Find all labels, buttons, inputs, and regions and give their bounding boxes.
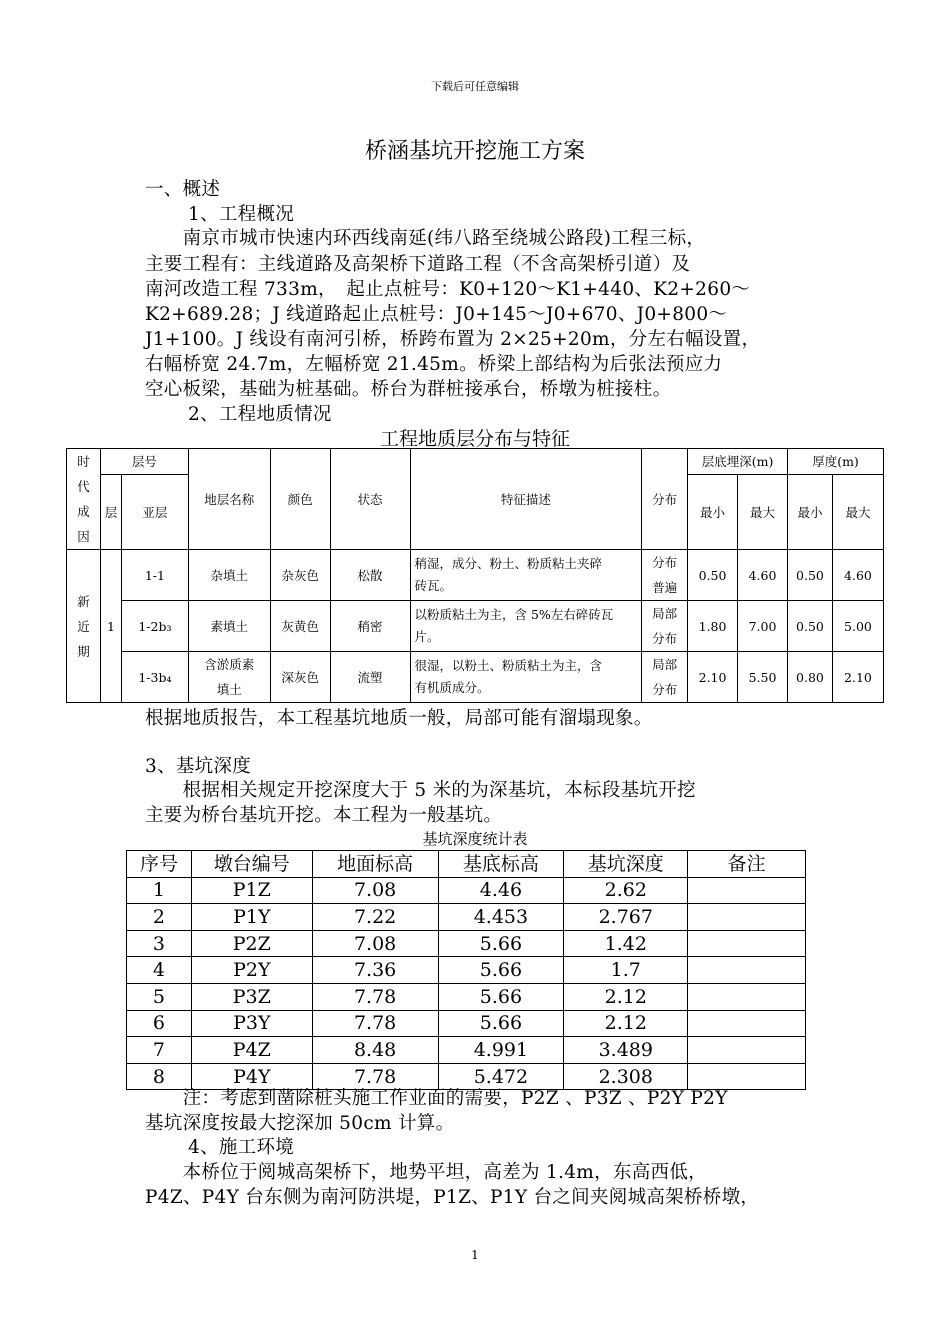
table-row bbox=[127, 983, 806, 1010]
header-thickness: 厚度(m) bbox=[787, 449, 883, 475]
depth-max-cell: 4.60 bbox=[738, 550, 788, 601]
depth-table-caption: 基坑深度统计表 bbox=[422, 830, 528, 848]
table-cell: 7 bbox=[127, 1037, 192, 1064]
table-cell: 2.12 bbox=[564, 1010, 688, 1037]
table-cell bbox=[688, 877, 806, 904]
layer-value: 1 bbox=[100, 550, 121, 703]
table-cell: 5 bbox=[127, 983, 192, 1010]
table-row bbox=[67, 601, 884, 652]
header-cell: 地面标高 bbox=[312, 851, 438, 878]
table-cell: 3 bbox=[127, 930, 192, 957]
section-heading: 一、概述 bbox=[145, 179, 221, 200]
header-distribution: 分布 bbox=[642, 449, 688, 550]
table-cell bbox=[688, 957, 806, 984]
table-cell: P3Z bbox=[191, 983, 312, 1010]
subsection-heading: 2、工程地质情况 bbox=[188, 404, 332, 425]
table-row bbox=[67, 550, 884, 601]
header-state: 状态 bbox=[330, 449, 410, 550]
table-cell: 1 bbox=[127, 877, 192, 904]
header-era: 时 代 成 因 bbox=[67, 449, 101, 550]
table-cell: 7.08 bbox=[312, 877, 438, 904]
color-cell: 杂灰色 bbox=[270, 550, 330, 601]
table-cell: P4Z bbox=[191, 1037, 312, 1064]
header-soil-name: 地层名称 bbox=[188, 449, 270, 550]
table-cell: 1.7 bbox=[564, 957, 688, 984]
paragraph-line: 南京市城市快速内环西线南延(纬八路至绕城公路段)工程三标， bbox=[145, 228, 706, 249]
header-cell: 基底标高 bbox=[438, 851, 564, 878]
soil-name-cell: 含淤质素 填土 bbox=[188, 652, 270, 703]
header-cell: 备注 bbox=[688, 851, 806, 878]
table-cell: 5.66 bbox=[438, 1010, 564, 1037]
header-cell: 序号 bbox=[127, 851, 192, 878]
table-cell: 5.66 bbox=[438, 930, 564, 957]
paragraph-line: 本桥位于阅城高架桥下，地势平坦，高差为 1.4m，东高西低， bbox=[145, 1162, 707, 1183]
table-cell: P1Y bbox=[191, 904, 312, 931]
header-note: 下载后可任意编辑 bbox=[431, 80, 519, 93]
era-value: 新 近 期 bbox=[67, 550, 101, 703]
paragraph-line: 主要工程有：主线道路及高架桥下道路工程（不含高架桥引道）及 bbox=[145, 254, 691, 275]
paragraph-line: 根据相关规定开挖深度大于 5 米的为深基坑，本标段基坑开挖 bbox=[145, 780, 696, 801]
geo-table-caption: 工程地质层分布与特征 bbox=[379, 428, 570, 450]
table-cell: 2.12 bbox=[564, 983, 688, 1010]
table-cell: 4.991 bbox=[438, 1037, 564, 1064]
feature-cell: 很湿，以粉土、粉质粘土为主，含 有机质成分。 bbox=[410, 652, 642, 703]
table-row bbox=[127, 957, 806, 984]
paragraph-line: J1+100。J 线设有南河引桥，桥跨布置为 2×25+20m，分左右幅设置， bbox=[145, 329, 761, 350]
table-row bbox=[127, 904, 806, 931]
thick-max-cell: 4.60 bbox=[832, 550, 883, 601]
distribution-cell: 局部 分布 bbox=[642, 652, 688, 703]
table-cell: 6 bbox=[127, 1010, 192, 1037]
table-cell bbox=[688, 930, 806, 957]
paragraph-line: 空心板梁，基础为桩基础。桥台为群桩接承台，桥墩为桩接柱。 bbox=[145, 379, 672, 400]
header-bottom-depth: 层底埋深(m) bbox=[688, 449, 788, 475]
table-cell: 4 bbox=[127, 957, 192, 984]
depth-min-cell: 2.10 bbox=[688, 652, 738, 703]
table-cell: 7.08 bbox=[312, 930, 438, 957]
header-thick-min: 最小 bbox=[787, 475, 832, 550]
table-cell bbox=[688, 1037, 806, 1064]
table-cell: P2Z bbox=[191, 930, 312, 957]
paragraph-line: 基坑深度按最大挖深加 50cm 计算。 bbox=[145, 1113, 455, 1134]
table-cell: 4.453 bbox=[438, 904, 564, 931]
table-cell bbox=[688, 1010, 806, 1037]
section-heading: 3、基坑深度 bbox=[145, 756, 252, 777]
subsection-heading: 1、工程概况 bbox=[188, 204, 295, 225]
feature-cell: 稍湿，成分、粉土、粉质粘土夹碎 砖瓦。 bbox=[410, 550, 642, 601]
soil-name-cell: 素填土 bbox=[188, 601, 270, 652]
header-thick-max: 最大 bbox=[832, 475, 883, 550]
paragraph-line: 南河改造工程 733m， 起止点桩号：K0+120～K1+440、K2+260～ bbox=[145, 279, 751, 300]
table-header-row bbox=[127, 851, 806, 878]
table-row bbox=[127, 930, 806, 957]
table-cell bbox=[688, 904, 806, 931]
table-row bbox=[67, 652, 884, 703]
thick-min-cell: 0.50 bbox=[787, 550, 832, 601]
table-cell: 4.46 bbox=[438, 877, 564, 904]
state-cell: 流塑 bbox=[330, 652, 410, 703]
header-cell: 墩台编号 bbox=[191, 851, 312, 878]
table-cell: 2.62 bbox=[564, 877, 688, 904]
thick-max-cell: 2.10 bbox=[832, 652, 883, 703]
table-cell: 7.22 bbox=[312, 904, 438, 931]
thick-min-cell: 0.50 bbox=[787, 601, 832, 652]
header-color: 颜色 bbox=[270, 449, 330, 550]
color-cell: 深灰色 bbox=[270, 652, 330, 703]
table-cell: 8.48 bbox=[312, 1037, 438, 1064]
page-number: 1 bbox=[471, 1248, 479, 1262]
soil-name-cell: 杂填土 bbox=[188, 550, 270, 601]
paragraph-line: 右幅桥宽 24.7m，左幅桥宽 21.45m。桥梁上部结构为后张法预应力 bbox=[145, 354, 723, 375]
paragraph-line: P4Z、P4Y 台东侧为南河防洪堤，P1Z、P1Y 台之间夹阅城高架桥桥墩， bbox=[145, 1187, 760, 1208]
paragraph-line: K2+689.28；J 线道路起止点桩号：J0+145～J0+670、J0+800～ bbox=[145, 304, 728, 325]
table-row bbox=[127, 1037, 806, 1064]
table-cell: 5.66 bbox=[438, 957, 564, 984]
state-cell: 松散 bbox=[330, 550, 410, 601]
header-depth-min: 最小 bbox=[688, 475, 738, 550]
thick-max-cell: 5.00 bbox=[832, 601, 883, 652]
paragraph-line: 根据地质报告，本工程基坑地质一般，局部可能有溜塌现象。 bbox=[145, 708, 653, 729]
state-cell: 稍密 bbox=[330, 601, 410, 652]
header-sublayer: 亚层 bbox=[121, 475, 188, 550]
table-cell: 2 bbox=[127, 904, 192, 931]
table-cell: 7.78 bbox=[312, 1010, 438, 1037]
table-cell bbox=[688, 983, 806, 1010]
header-layer: 层 bbox=[100, 475, 121, 550]
distribution-cell: 局部 分布 bbox=[642, 601, 688, 652]
document-title: 桥涵基坑开挖施工方案 bbox=[364, 139, 585, 164]
geology-table bbox=[66, 448, 884, 703]
depth-min-cell: 0.50 bbox=[688, 550, 738, 601]
sublayer-cell: 1-2b₃ bbox=[121, 601, 188, 652]
header-layer-no: 层号 bbox=[100, 449, 188, 475]
table-cell: 7.78 bbox=[312, 1063, 438, 1090]
subsection-heading: 4、施工环境 bbox=[188, 1137, 295, 1158]
depth-max-cell: 5.50 bbox=[738, 652, 788, 703]
thick-min-cell: 0.80 bbox=[787, 652, 832, 703]
paragraph-line: 注：考虑到凿除桩头施工作业面的需要，P2Z 、P3Z 、P2Y P2Y bbox=[145, 1088, 728, 1109]
header-cell: 基坑深度 bbox=[564, 851, 688, 878]
table-row bbox=[127, 877, 806, 904]
sublayer-cell: 1-1 bbox=[121, 550, 188, 601]
sublayer-cell: 1-3b₄ bbox=[121, 652, 188, 703]
table-row bbox=[127, 1010, 806, 1037]
distribution-cell: 分布 普遍 bbox=[642, 550, 688, 601]
table-cell: 7.36 bbox=[312, 957, 438, 984]
paragraph-line: 主要为桥台基坑开挖。本工程为一般基坑。 bbox=[145, 805, 503, 826]
table-cell: P1Z bbox=[191, 877, 312, 904]
table-cell: 5.66 bbox=[438, 983, 564, 1010]
table-cell: P4Y bbox=[191, 1063, 312, 1090]
table-cell: 7.78 bbox=[312, 983, 438, 1010]
table-cell: 2.308 bbox=[564, 1063, 688, 1090]
depth-min-cell: 1.80 bbox=[688, 601, 738, 652]
header-depth-max: 最大 bbox=[738, 475, 788, 550]
depth-table bbox=[126, 850, 806, 1090]
feature-cell: 以粉质粘土为主，含 5%左右碎砖瓦 片。 bbox=[410, 601, 642, 652]
table-cell: P3Y bbox=[191, 1010, 312, 1037]
depth-max-cell: 7.00 bbox=[738, 601, 788, 652]
table-cell: 8 bbox=[127, 1063, 192, 1090]
table-cell: P2Y bbox=[191, 957, 312, 984]
color-cell: 灰黄色 bbox=[270, 601, 330, 652]
table-cell: 1.42 bbox=[564, 930, 688, 957]
table-cell: 3.489 bbox=[564, 1037, 688, 1064]
table-cell: 2.767 bbox=[564, 904, 688, 931]
table-cell: 5.472 bbox=[438, 1063, 564, 1090]
header-feature: 特征描述 bbox=[410, 449, 642, 550]
